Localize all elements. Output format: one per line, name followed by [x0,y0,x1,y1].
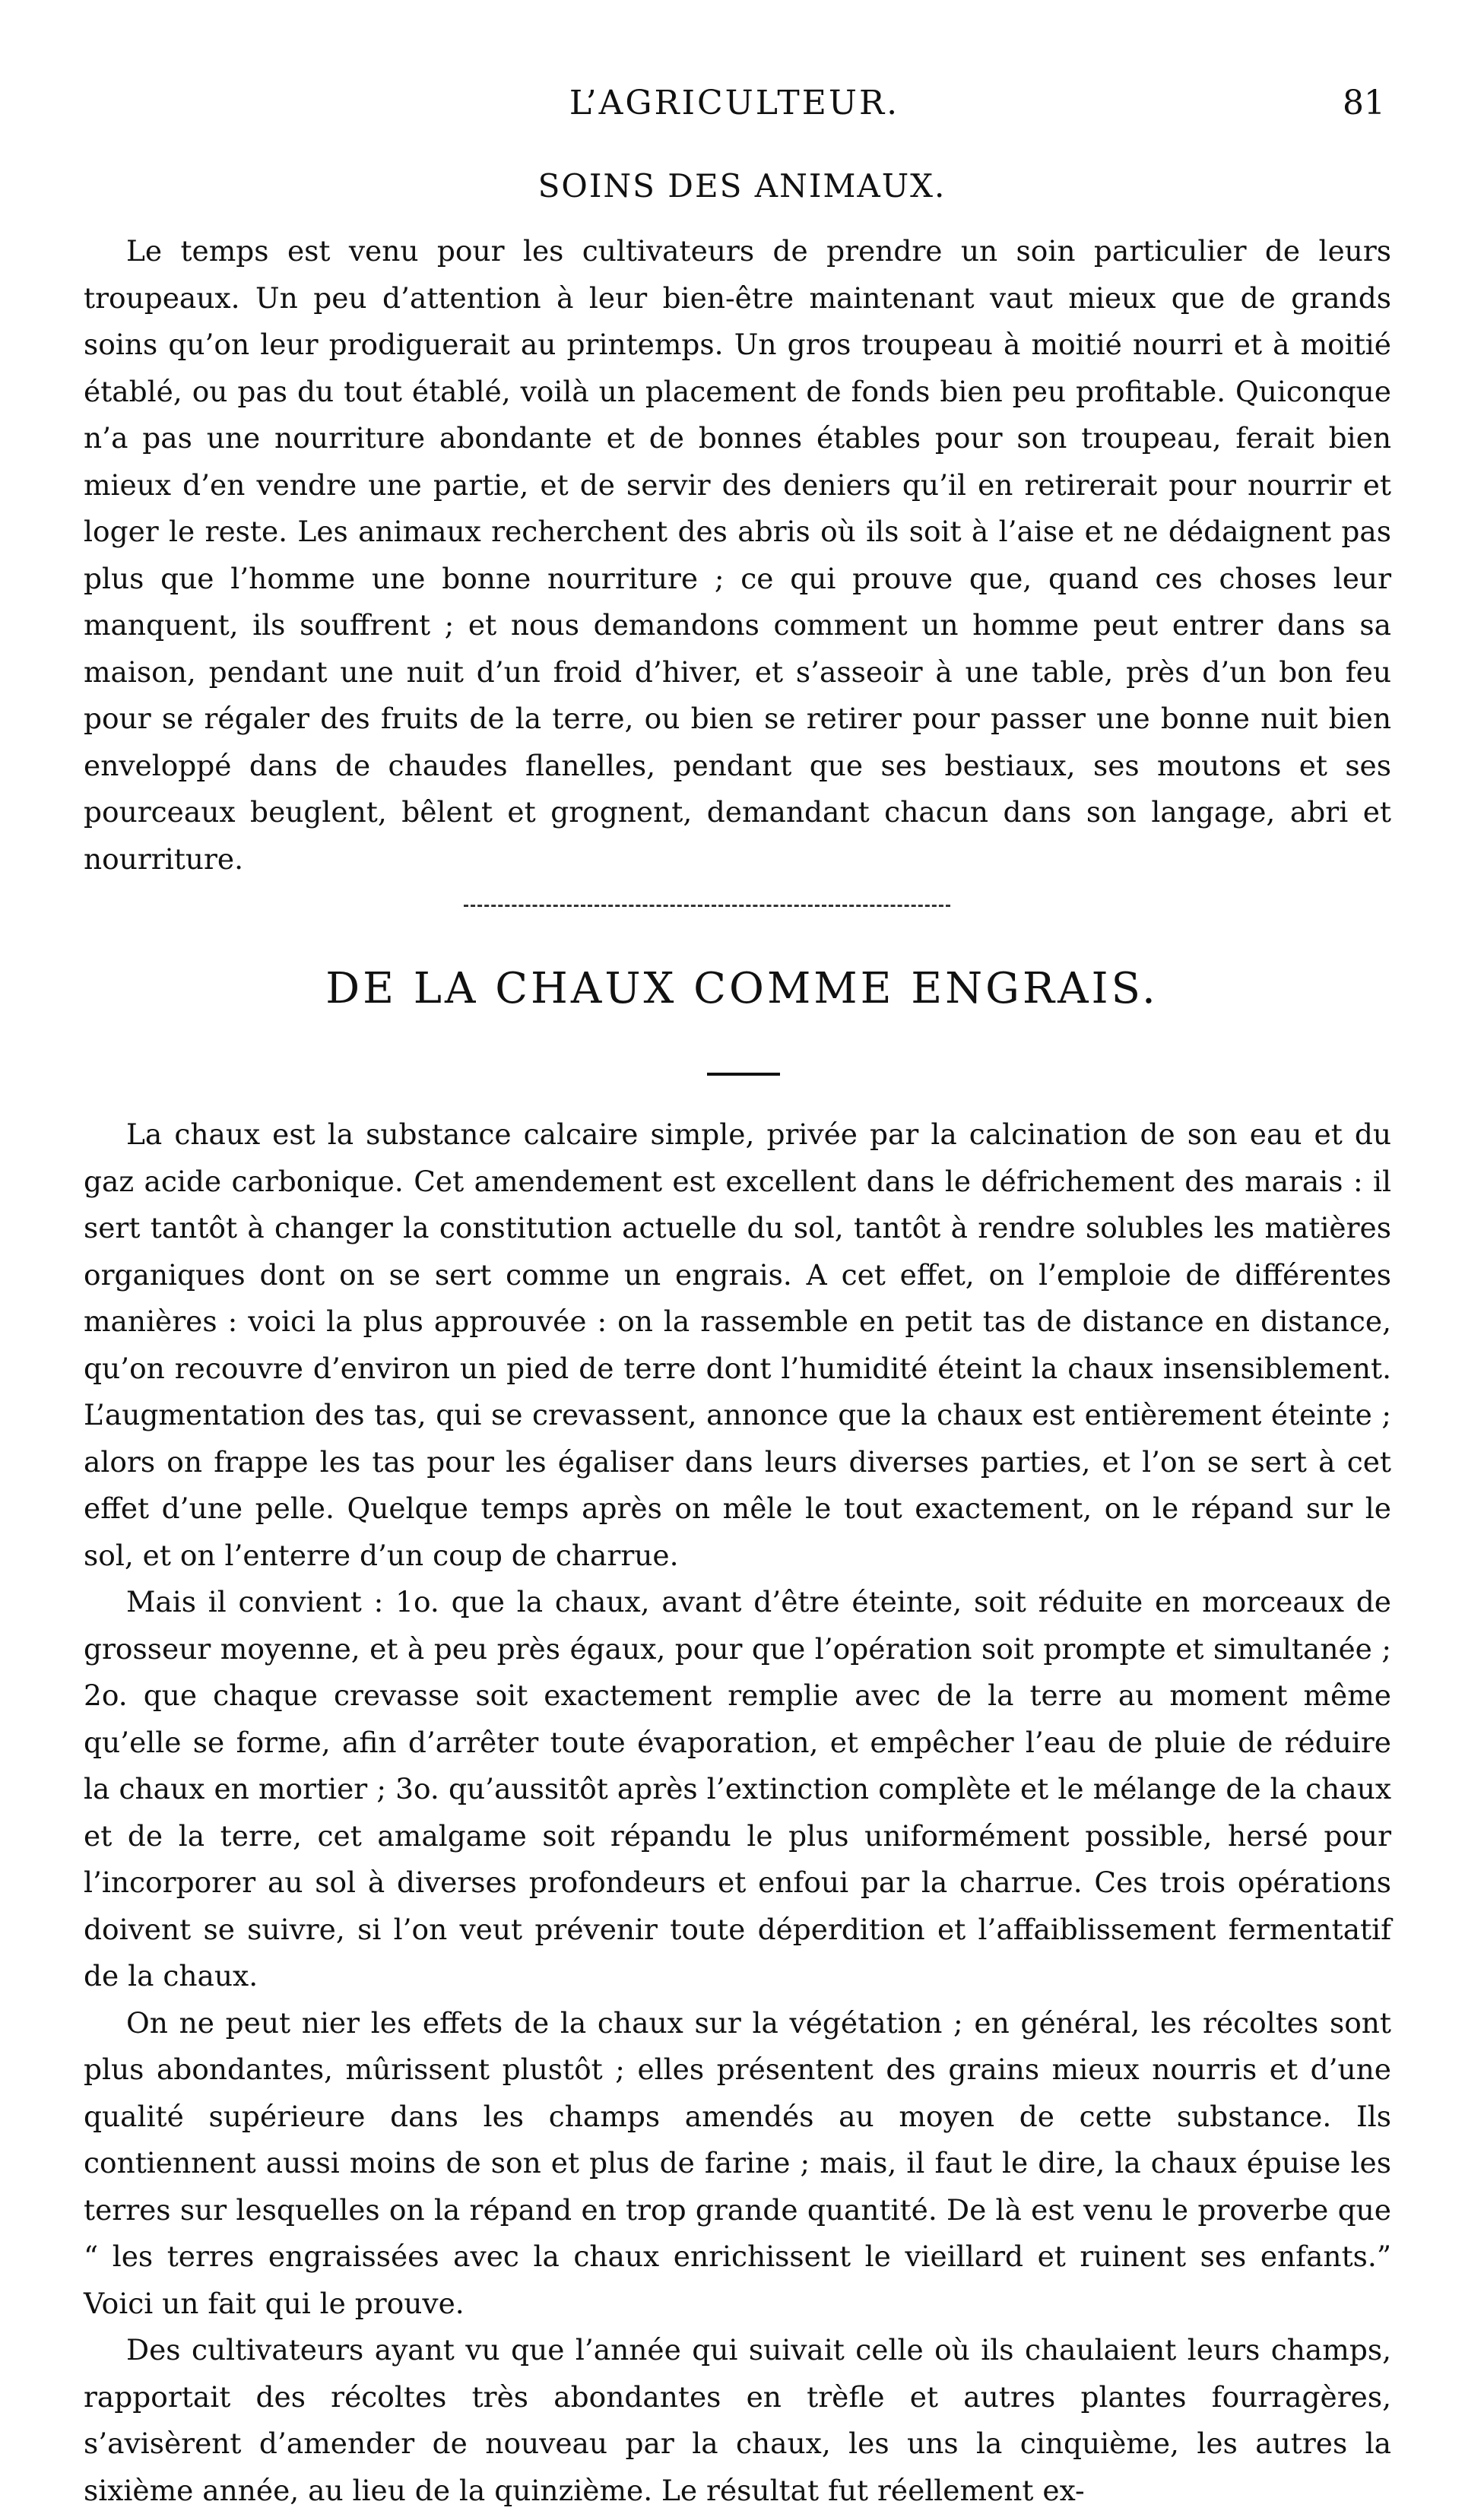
paragraph: Des cultivateurs ayant vu que l’année qui suivait celle où ils chaulaient leurs champs, rapportait des récoltes très abondantes en trèfle et autres plantes fourragères, s’avisèrent d’amender de nouveau par la chaux, les uns la cinquième, les autres la sixième année, au lieu de la quinzième. Le résultat fut réellement ex- [84,2333,1391,2507]
section-divider [464,905,950,907]
page-number: 81 [1343,84,1385,122]
paragraph: La chaux est la substance calcaire simple, privée par la calcination de son eau et du gaz acide carbonique. Cet amendement est excellent dans le défrichement des marais : il sert tantôt à changer la constitution actuelle du sol, tantôt à rendre solubles les matières organiques dont on se sert comme un engrais. A cet effet, on l’emploie de différentes manières : voici la plus approuvée : on la rassemble en petit tas de distance en distance, qu’on recouvre d’environ un pied de terre dont l’humidité éteint la chaux insensiblement. L’augmentation des tas, qui se crevassent, annonce que la chaux est entièrement éteinte ; alors on frappe les tas pour les égaliser dans leurs diverses parties, et l’on se sert à cet effet d’une pelle. Quelque temps après on mêle le tout exactement, on le répand sur le sol, et on l’enterre d’un coup de charrue. [84,1118,1391,1572]
paragraph: Le temps est venu pour les cultivateurs de prendre un soin particulier de leurs troupeaux. Un peu d’attention à leur bien-être maintenant vaut mieux que de grands soins qu’on leur prodiguerait au printemps. Un gros troupeau à moitié nourri et à moitié établé, ou pas du tout établé, voilà un placement de fonds bien peu profitable. Quiconque n’a pas une nourriture abondante et de bonnes étables pour son troupeau, ferait bien mieux d’en vendre une partie, et de servir des deniers qu’il en retirerait pour nourrir et loger le reste. Les animaux recherchent des abris où ils soit à l’aise et ne dédaignent pas plus que l’homme une bonne nourriture ; ce qui prouve que, quand ces choses leur manquent, ils souffrent ; et nous demandons comment un homme peut entrer dans sa maison, pendant une nuit d’un froid d’hiver, et s’asseoir à une table, près d’un bon feu pour se régaler des fruits de la terre, ou bien se retirer pour passer une bonne nuit bien enveloppé dans de chaudes flanelles, pendant que ses bestiaux, ses moutons et ses pourceaux beuglent, bêlent et grognent, demandant chacun dans son langage, abri et nourriture. [84,234,1391,876]
article-body-de-la-chaux [84,1111,1391,2514]
article-body-soins-des-animaux [84,228,1391,883]
article-title-soins-des-animaux: SOINS DES ANIMAUX. [537,167,947,204]
title-underline [707,1073,780,1076]
journal-title: L’AGRICULTEUR. [569,84,900,122]
paragraph: Mais il convient : 1o. que la chaux, avant d’être éteinte, soit réduite en morceaux de grosseur moyenne, et à peu près égaux, pour que l’opération soit prompte et simultanée ; 2o. que chaque crevasse soit exactement remplie avec de la terre au moment même qu’elle se forme, afin d’arrêter toute évaporation, et empêcher l’eau de pluie de réduire la chaux en mortier ; 3o. qu’aussitôt après l’extinction complète et le mélange de la chaux et de la terre, cet amalgame soit répandu le plus uniformément possible, hersé pour l’incorporer au sol à diverses profondeurs et enfoui par la charrue. Ces trois opérations doivent se suivre, si l’on veut prévenir toute déperdition et l’affaiblissement fermentatif de la chaux. [84,1585,1391,1992]
running-head [84,84,1385,129]
paragraph: On ne peut nier les effets de la chaux sur la végétation ; en général, les récoltes sont plus abondantes, mûrissent plustôt ; elles présentent des grains mieux nourris et d’une qualité supérieure dans les champs amendés au moyen de cette substance. Ils contiennent aussi moins de son et plus de farine ; mais, il faut le dire, la chaux épuise les terres sur lesquelles on la répand en trop grande quantité. De là est venu le proverbe que “ les terres engraissées avec la chaux enrichissent le vieillard et ruinent ses enfants.” Voici un fait qui le prouve. [84,2005,1391,2320]
article-title-de-la-chaux: DE LA CHAUX COMME ENGRAIS. [325,964,1159,1013]
